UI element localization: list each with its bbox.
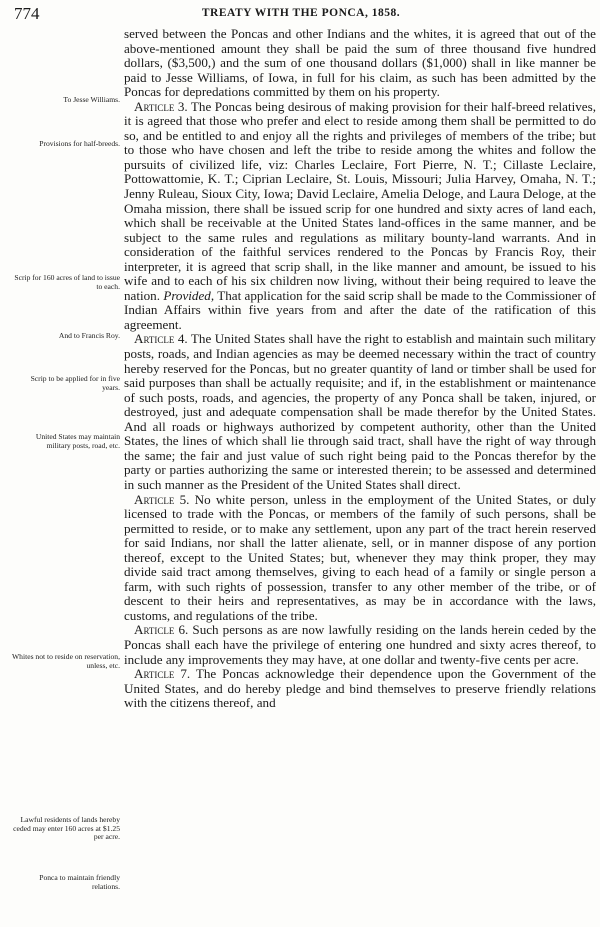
margin-note-jesse-williams: To Jesse Williams. <box>63 95 120 104</box>
article-7-text: The Poncas acknowledge their dependence upon the Government of the United States, and do hereby pledge and bind themselves to preserve friendly relations with the citizens thereof, and <box>124 666 596 711</box>
margin-note-scrip-160-acres: Scrip for 160 acres of land to issue to each. <box>14 273 120 291</box>
article-3-provided: Provided, <box>163 287 215 303</box>
article-5 <box>124 493 596 624</box>
article-3 <box>124 100 596 333</box>
article-4-text: The United States shall have the right to establish and maintain such military posts, roads, and Indian agencies as may be deemed necessary within the tract of country hereby reserved for the Poncas, but no greater quantity of land or timber shall be used for said purposes than shall be actually requisite; and if, in the establishment or maintenance of such posts, roads, and agencies, the property of any Ponca shall be taken, injured, or destroyed, just and adequate compensation shall be made therefor by the United States. And all roads or highways authorized by competent authority, other than the United States, the lines of which shall lie through said tract, shall have the right of way through the same; the fair and just value of such right being paid to the Poncas therefor by the party or parties authorizing the same or interested therein; to be assessed and determined in such manner as the President of the United States shall direct. <box>124 331 596 492</box>
article-5-heading: Article 5. <box>134 491 190 507</box>
article-3-text: The Poncas being desirous of making provision for their half-breed relatives, it is agreed that those who prefer and elect to reside among them shall be permitted to do so, and be entitled to and enjoy all the rights and privileges of members of the tribe; but to those who have chosen and left the tribe to reside among the whites and follow the pursuits of civilized life, viz: Charles Leclaire, Fort Pierre, N. T.; Cillaste Leclaire, Pottowattomie, K. T.; Ciprian Leclaire, St. Louis, Missouri; Julia Harvey, Omaha, N. T.; Jenny Ruleau, Sioux City, Iowa; David Leclaire, Amelia Deloge, and Laura Deloge, at the Omaha mission, there shall be issued scrip for one hundred and sixty acres of land each, which shall be receivable at the United States land-offices in the same manner, and be subject to the same rules and regulations as military bounty-land warrants. And in consideration of the faithful services rendered to the Poncas by Francis Roy, their interpreter, it is agreed that scrip shall, in the like manner and amount, be issued to his wife and to each of his six children now living, without their being required to leave the nation. <box>124 98 596 303</box>
margin-note-military-posts: United States may maintain military posts, road, etc. <box>35 432 120 450</box>
article-7-heading: Article 7. <box>134 666 191 682</box>
article-5-text: No white person, unless in the employment of the United States, or duly licensed to trade with the Poncas, or members of the family of such persons, shall be permitted to reside, or to make any settlement, upon any part of the tract herein reserved for said Indians, nor shall the latter alienate, sell, or in manner dispose of any portion thereof, except to the United States; but, whenever they may think proper, they may divide said tract among themselves, giving to each head of a family or single person a farm, with such rights of possession, transfer to any other member of the tribe, or of descent to their heirs and representatives, as may be in accordance with the laws, customs, and regulations of the tribe. <box>124 491 596 623</box>
margin-note-lawful-residents: Lawful residents of lands hereby ceded may enter 160 acres at $1.25 per acre. <box>13 815 120 842</box>
article-6 <box>124 623 596 667</box>
article-6-text: Such persons as are now lawfully residing on the lands herein ceded by the Poncas shall each have the privilege of entering one hundred and sixty acres thereof, to include any improvements they may have, at one dollar and twenty-five cents per acre. <box>124 622 597 667</box>
margin-note-francis-roy: And to Francis Roy. <box>58 331 120 340</box>
article-7 <box>124 667 596 711</box>
margin-note-whites-not-reside: Whites not to reside on reservation, unless, etc. <box>12 652 120 670</box>
article-3-proviso: That application for the said scrip shall be made to the Commissioner of Indian Affairs within five years from and after the date of the ratification of this agreement. <box>124 287 596 332</box>
article-4-heading: Article 4. <box>134 331 188 347</box>
running-head: TREATY WITH THE PONCA, 1858. <box>201 7 401 19</box>
article-6-heading: Article 6. <box>134 622 189 638</box>
margin-note-friendly-relations: Ponca to maintain friendly relations. <box>39 873 120 891</box>
article-4 <box>124 332 596 492</box>
treaty-text <box>124 27 596 711</box>
margin-note-scrip-five-years: Scrip to be applied for in five years. <box>30 374 120 392</box>
page-header <box>14 4 588 26</box>
page-number: 774 <box>14 4 40 23</box>
article-3-heading: Article 3. <box>134 98 188 114</box>
paragraph-continuation: served between the Poncas and other Indians and the whites, it is agreed that out of the above-mentioned amount they shall be paid the sum of three thousand five hundred dollars, ($3,500,) and the sum of one thousand dollars ($1,000) shall in like manner be paid to Jesse Williams, of Iowa, in full for his claim, as such has been admitted by the Poncas for depredations committed by them on his property. <box>124 26 596 100</box>
margin-note-half-breeds: Provisions for half-breeds. <box>39 139 120 148</box>
